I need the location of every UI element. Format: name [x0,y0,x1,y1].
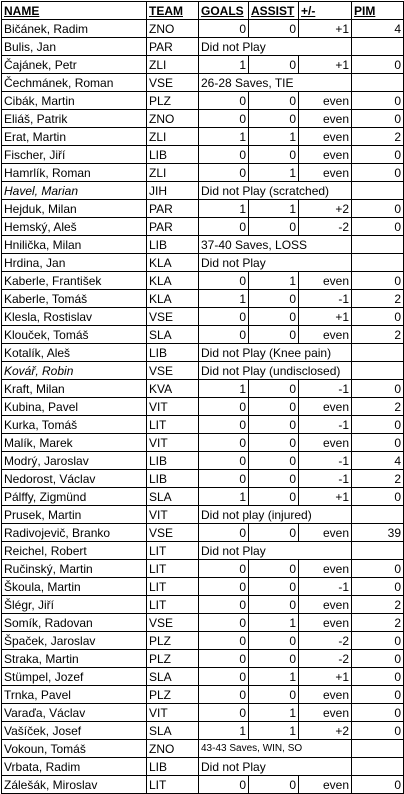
pim-cell: 0 [352,560,404,578]
assist-cell: 0 [249,632,299,650]
assist-cell: 1 [249,164,299,182]
plusminus-cell: even [299,146,352,164]
note-cell: Did not Play (undisclosed) [199,362,352,380]
team-cell: SLA [147,722,199,740]
table-row [2,182,404,200]
goals-cell: 1 [199,290,249,308]
table-row [2,164,404,182]
table-row [2,596,404,614]
header-row [2,2,404,20]
table-row [2,326,404,344]
team-cell: VSE [147,308,199,326]
assist-cell: 0 [249,380,299,398]
plusminus-cell: even [299,398,352,416]
assist-cell: 1 [249,614,299,632]
assist-cell: 1 [249,668,299,686]
pim-cell: 2 [352,596,404,614]
table-body [2,20,404,794]
goals-cell: 0 [199,326,249,344]
team-cell: VSE [147,362,199,380]
table-row [2,542,404,560]
plusminus-cell: -1 [299,452,352,470]
player-name-cell: Hejduk, Milan [2,200,147,218]
table-row [2,200,404,218]
pim-cell: 0 [352,704,404,722]
table-row [2,56,404,74]
goals-cell: 0 [199,632,249,650]
pim-cell: 2 [352,614,404,632]
table-row [2,362,404,380]
header-goals: GOALS [199,2,249,20]
pim-cell [352,362,404,380]
pim-cell: 0 [352,218,404,236]
player-name-cell: Varaďa, Václav [2,704,147,722]
player-name-cell: Bičánek, Radim [2,20,147,38]
player-name-cell: Eliáš, Patrik [2,110,147,128]
assist-cell: 0 [249,56,299,74]
player-name-cell: Klesla, Rostislav [2,308,147,326]
goals-cell: 0 [199,416,249,434]
pim-cell: 0 [352,110,404,128]
team-cell: VIT [147,506,199,524]
table-row [2,686,404,704]
player-name-cell: Čajánek, Petr [2,56,147,74]
team-cell: LIT [147,560,199,578]
team-cell: PAR [147,200,199,218]
pim-cell: 0 [352,776,404,794]
assist-cell: 0 [249,650,299,668]
assist-cell: 0 [249,20,299,38]
table-row [2,128,404,146]
team-cell: LIB [147,344,199,362]
plusminus-cell: even [299,110,352,128]
plusminus-cell: -1 [299,380,352,398]
note-cell: Did not Play (Knee pain) [199,344,352,362]
table-row [2,254,404,272]
plusminus-cell: even [299,614,352,632]
team-cell: PLZ [147,650,199,668]
pim-cell: 2 [352,326,404,344]
assist-cell: 1 [249,722,299,740]
pim-cell: 0 [352,308,404,326]
table-row [2,92,404,110]
team-cell: VIT [147,398,199,416]
goals-cell: 0 [199,470,249,488]
assist-cell: 0 [249,596,299,614]
pim-cell: 0 [352,722,404,740]
player-name-cell: Fischer, Jiří [2,146,147,164]
goals-cell: 1 [199,380,249,398]
team-cell: PLZ [147,632,199,650]
player-name-cell: Šlégr, Jiří [2,596,147,614]
pim-cell [352,182,404,200]
table-row [2,578,404,596]
player-name-cell: Cibák, Martin [2,92,147,110]
plusminus-cell: +1 [299,488,352,506]
team-cell: ZNO [147,740,199,758]
player-stats-table [1,1,404,794]
table-row [2,146,404,164]
note-cell: 26-28 Saves, TIE [199,74,352,92]
note-cell: Did not Play [199,758,352,776]
assist-cell: 0 [249,488,299,506]
goals-cell: 0 [199,308,249,326]
table-row [2,524,404,542]
header-plusminus: +/- [299,2,352,20]
player-name-cell: Kaberle, Tomáš [2,290,147,308]
team-cell: LIB [147,452,199,470]
team-cell: LIT [147,578,199,596]
player-name-cell: Nedorost, Václav [2,470,147,488]
assist-cell: 0 [249,326,299,344]
assist-cell: 0 [249,308,299,326]
player-name-cell: Škoula, Martin [2,578,147,596]
pim-cell [352,254,404,272]
note-cell: Did not Play [199,38,352,56]
team-cell: LIB [147,236,199,254]
goals-cell: 0 [199,560,249,578]
plusminus-cell: -1 [299,416,352,434]
header-name: NAME [2,2,147,20]
assist-cell: 0 [249,416,299,434]
team-cell: LIB [147,758,199,776]
pim-cell: 0 [352,416,404,434]
team-cell: VSE [147,74,199,92]
player-name-cell: Vokoun, Tomáš [2,740,147,758]
note-cell: Did not Play [199,254,352,272]
goals-cell: 1 [199,56,249,74]
player-name-cell: Bulis, Jan [2,38,147,56]
pim-cell: 0 [352,632,404,650]
goals-cell: 0 [199,578,249,596]
team-cell: PAR [147,38,199,56]
pim-cell: 0 [352,146,404,164]
player-name-cell: Somík, Radovan [2,614,147,632]
table-row [2,236,404,254]
plusminus-cell: +1 [299,308,352,326]
assist-cell: 0 [249,92,299,110]
team-cell: LIT [147,542,199,560]
plusminus-cell: even [299,524,352,542]
plusminus-cell: even [299,92,352,110]
assist-cell: 0 [249,560,299,578]
team-cell: ZNO [147,20,199,38]
table-row [2,614,404,632]
player-name-cell: Zálešák, Miroslav [2,776,147,794]
plusminus-cell: even [299,164,352,182]
player-name-cell: Kovář, Robin [2,362,147,380]
assist-cell: 0 [249,146,299,164]
assist-cell: 0 [249,434,299,452]
table-row [2,776,404,794]
team-cell: PLZ [147,686,199,704]
goals-cell: 0 [199,272,249,290]
player-name-cell: Havel, Marian [2,182,147,200]
table-row [2,398,404,416]
goals-cell: 0 [199,434,249,452]
header-pim: PIM [352,2,404,20]
team-cell: LIT [147,776,199,794]
pim-cell: 0 [352,686,404,704]
assist-cell: 0 [249,686,299,704]
team-cell: KLA [147,272,199,290]
player-name-cell: Modrý, Jaroslav [2,452,147,470]
player-name-cell: Vašíček, Josef [2,722,147,740]
note-cell: 43-43 Saves, WIN, SO [199,740,352,758]
pim-cell: 2 [352,128,404,146]
player-name-cell: Kurka, Tomáš [2,416,147,434]
player-name-cell: Prusek, Martin [2,506,147,524]
player-name-cell: Kraft, Milan [2,380,147,398]
player-name-cell: Kotalík, Aleš [2,344,147,362]
table-row [2,452,404,470]
table-row [2,38,404,56]
assist-cell: 0 [249,578,299,596]
goals-cell: 0 [199,524,249,542]
header-team: TEAM [147,2,199,20]
pim-cell: 0 [352,92,404,110]
pim-cell: 39 [352,524,404,542]
goals-cell: 0 [199,668,249,686]
pim-cell: 2 [352,398,404,416]
team-cell: LIB [147,146,199,164]
assist-cell: 1 [249,704,299,722]
goals-cell: 1 [199,488,249,506]
note-cell: Did not Play (scratched) [199,182,352,200]
table-row [2,650,404,668]
assist-cell: 1 [249,272,299,290]
pim-cell [352,74,404,92]
player-name-cell: Radivojevič, Branko [2,524,147,542]
player-name-cell: Reichel, Robert [2,542,147,560]
team-cell: LIT [147,596,199,614]
plusminus-cell: -2 [299,218,352,236]
pim-cell [352,344,404,362]
player-name-cell: Pálffy, Zigmünd [2,488,147,506]
table-row [2,308,404,326]
goals-cell: 0 [199,20,249,38]
player-name-cell: Hnilička, Milan [2,236,147,254]
assist-cell: 0 [249,452,299,470]
pim-cell: 4 [352,452,404,470]
table-row [2,380,404,398]
pim-cell: 0 [352,380,404,398]
goals-cell: 0 [199,704,249,722]
plusminus-cell: +1 [299,56,352,74]
note-cell: 37-40 Saves, LOSS [199,236,352,254]
plusminus-cell: even [299,704,352,722]
table-row [2,722,404,740]
player-name-cell: Trnka, Pavel [2,686,147,704]
assist-cell: 0 [249,776,299,794]
player-name-cell: Hamrlík, Roman [2,164,147,182]
goals-cell: 0 [199,596,249,614]
pim-cell: 2 [352,290,404,308]
player-name-cell: Špaček, Jaroslav [2,632,147,650]
player-name-cell: Kubina, Pavel [2,398,147,416]
player-name-cell: Čechmánek, Roman [2,74,147,92]
plusminus-cell: +2 [299,200,352,218]
goals-cell: 0 [199,650,249,668]
goals-cell: 0 [199,110,249,128]
pim-cell: 0 [352,56,404,74]
plusminus-cell: even [299,326,352,344]
header-assist: ASSIST [249,2,299,20]
table-row [2,344,404,362]
table-row [2,704,404,722]
goals-cell: 0 [199,164,249,182]
pim-cell: 2 [352,470,404,488]
table-row [2,632,404,650]
plusminus-cell: +1 [299,668,352,686]
goals-cell: 1 [199,128,249,146]
assist-cell: 0 [249,290,299,308]
pim-cell: 0 [352,488,404,506]
player-name-cell: Malík, Marek [2,434,147,452]
team-cell: KLA [147,254,199,272]
pim-cell [352,506,404,524]
table-row [2,668,404,686]
pim-cell: 4 [352,20,404,38]
team-cell: VIT [147,434,199,452]
team-cell: ZNO [147,110,199,128]
plusminus-cell: +2 [299,722,352,740]
table-row [2,272,404,290]
plusminus-cell: even [299,686,352,704]
table-row [2,290,404,308]
table-row [2,110,404,128]
assist-cell: 0 [249,218,299,236]
player-name-cell: Klouček, Tomáš [2,326,147,344]
pim-cell: 0 [352,164,404,182]
pim-cell: 0 [352,578,404,596]
team-cell: SLA [147,488,199,506]
team-cell: KVA [147,380,199,398]
assist-cell: 0 [249,470,299,488]
pim-cell [352,758,404,776]
plusminus-cell: -2 [299,632,352,650]
goals-cell: 0 [199,614,249,632]
player-name-cell: Stümpel, Jozef [2,668,147,686]
table-row [2,488,404,506]
team-cell: VSE [147,524,199,542]
goals-cell: 1 [199,722,249,740]
goals-cell: 0 [199,452,249,470]
pim-cell: 0 [352,668,404,686]
team-cell: KLA [147,290,199,308]
team-cell: SLA [147,326,199,344]
player-name-cell: Hrdina, Jan [2,254,147,272]
team-cell: ZLI [147,128,199,146]
table-row [2,74,404,92]
player-name-cell: Vrbata, Radim [2,758,147,776]
assist-cell: 0 [249,398,299,416]
team-cell: VIT [147,704,199,722]
pim-cell: 0 [352,272,404,290]
table-row [2,20,404,38]
plusminus-cell: -1 [299,578,352,596]
pim-cell: 0 [352,200,404,218]
plusminus-cell: even [299,128,352,146]
player-name-cell: Kaberle, František [2,272,147,290]
team-cell: PLZ [147,92,199,110]
player-name-cell: Hemský, Aleš [2,218,147,236]
pim-cell [352,236,404,254]
team-cell: LIT [147,416,199,434]
note-cell: Did not Play [199,542,352,560]
goals-cell: 0 [199,146,249,164]
assist-cell: 1 [249,200,299,218]
team-cell: LIB [147,470,199,488]
assist-cell: 1 [249,128,299,146]
note-cell: Did not play (injured) [199,506,352,524]
player-name-cell: Ručinský, Martin [2,560,147,578]
goals-cell: 0 [199,92,249,110]
team-cell: ZLI [147,164,199,182]
pim-cell: 0 [352,650,404,668]
table-row [2,506,404,524]
assist-cell: 0 [249,110,299,128]
assist-cell: 0 [249,524,299,542]
plusminus-cell: +1 [299,20,352,38]
goals-cell: 0 [199,398,249,416]
table-row [2,218,404,236]
table-row [2,416,404,434]
team-cell: VSE [147,614,199,632]
plusminus-cell: even [299,596,352,614]
goals-cell: 1 [199,200,249,218]
goals-cell: 0 [199,686,249,704]
table-row [2,470,404,488]
goals-cell: 0 [199,776,249,794]
team-cell: PAR [147,218,199,236]
team-cell: SLA [147,668,199,686]
plusminus-cell: even [299,560,352,578]
plusminus-cell: even [299,776,352,794]
pim-cell [352,38,404,56]
table-row [2,434,404,452]
pim-cell [352,542,404,560]
team-cell: JIH [147,182,199,200]
plusminus-cell: even [299,434,352,452]
team-cell: ZLI [147,56,199,74]
table-row [2,758,404,776]
player-name-cell: Erat, Martin [2,128,147,146]
pim-cell: 0 [352,434,404,452]
plusminus-cell: even [299,272,352,290]
plusminus-cell: -2 [299,650,352,668]
plusminus-cell: -1 [299,470,352,488]
table-row [2,560,404,578]
goals-cell: 0 [199,218,249,236]
player-name-cell: Straka, Martin [2,650,147,668]
plusminus-cell: -1 [299,290,352,308]
